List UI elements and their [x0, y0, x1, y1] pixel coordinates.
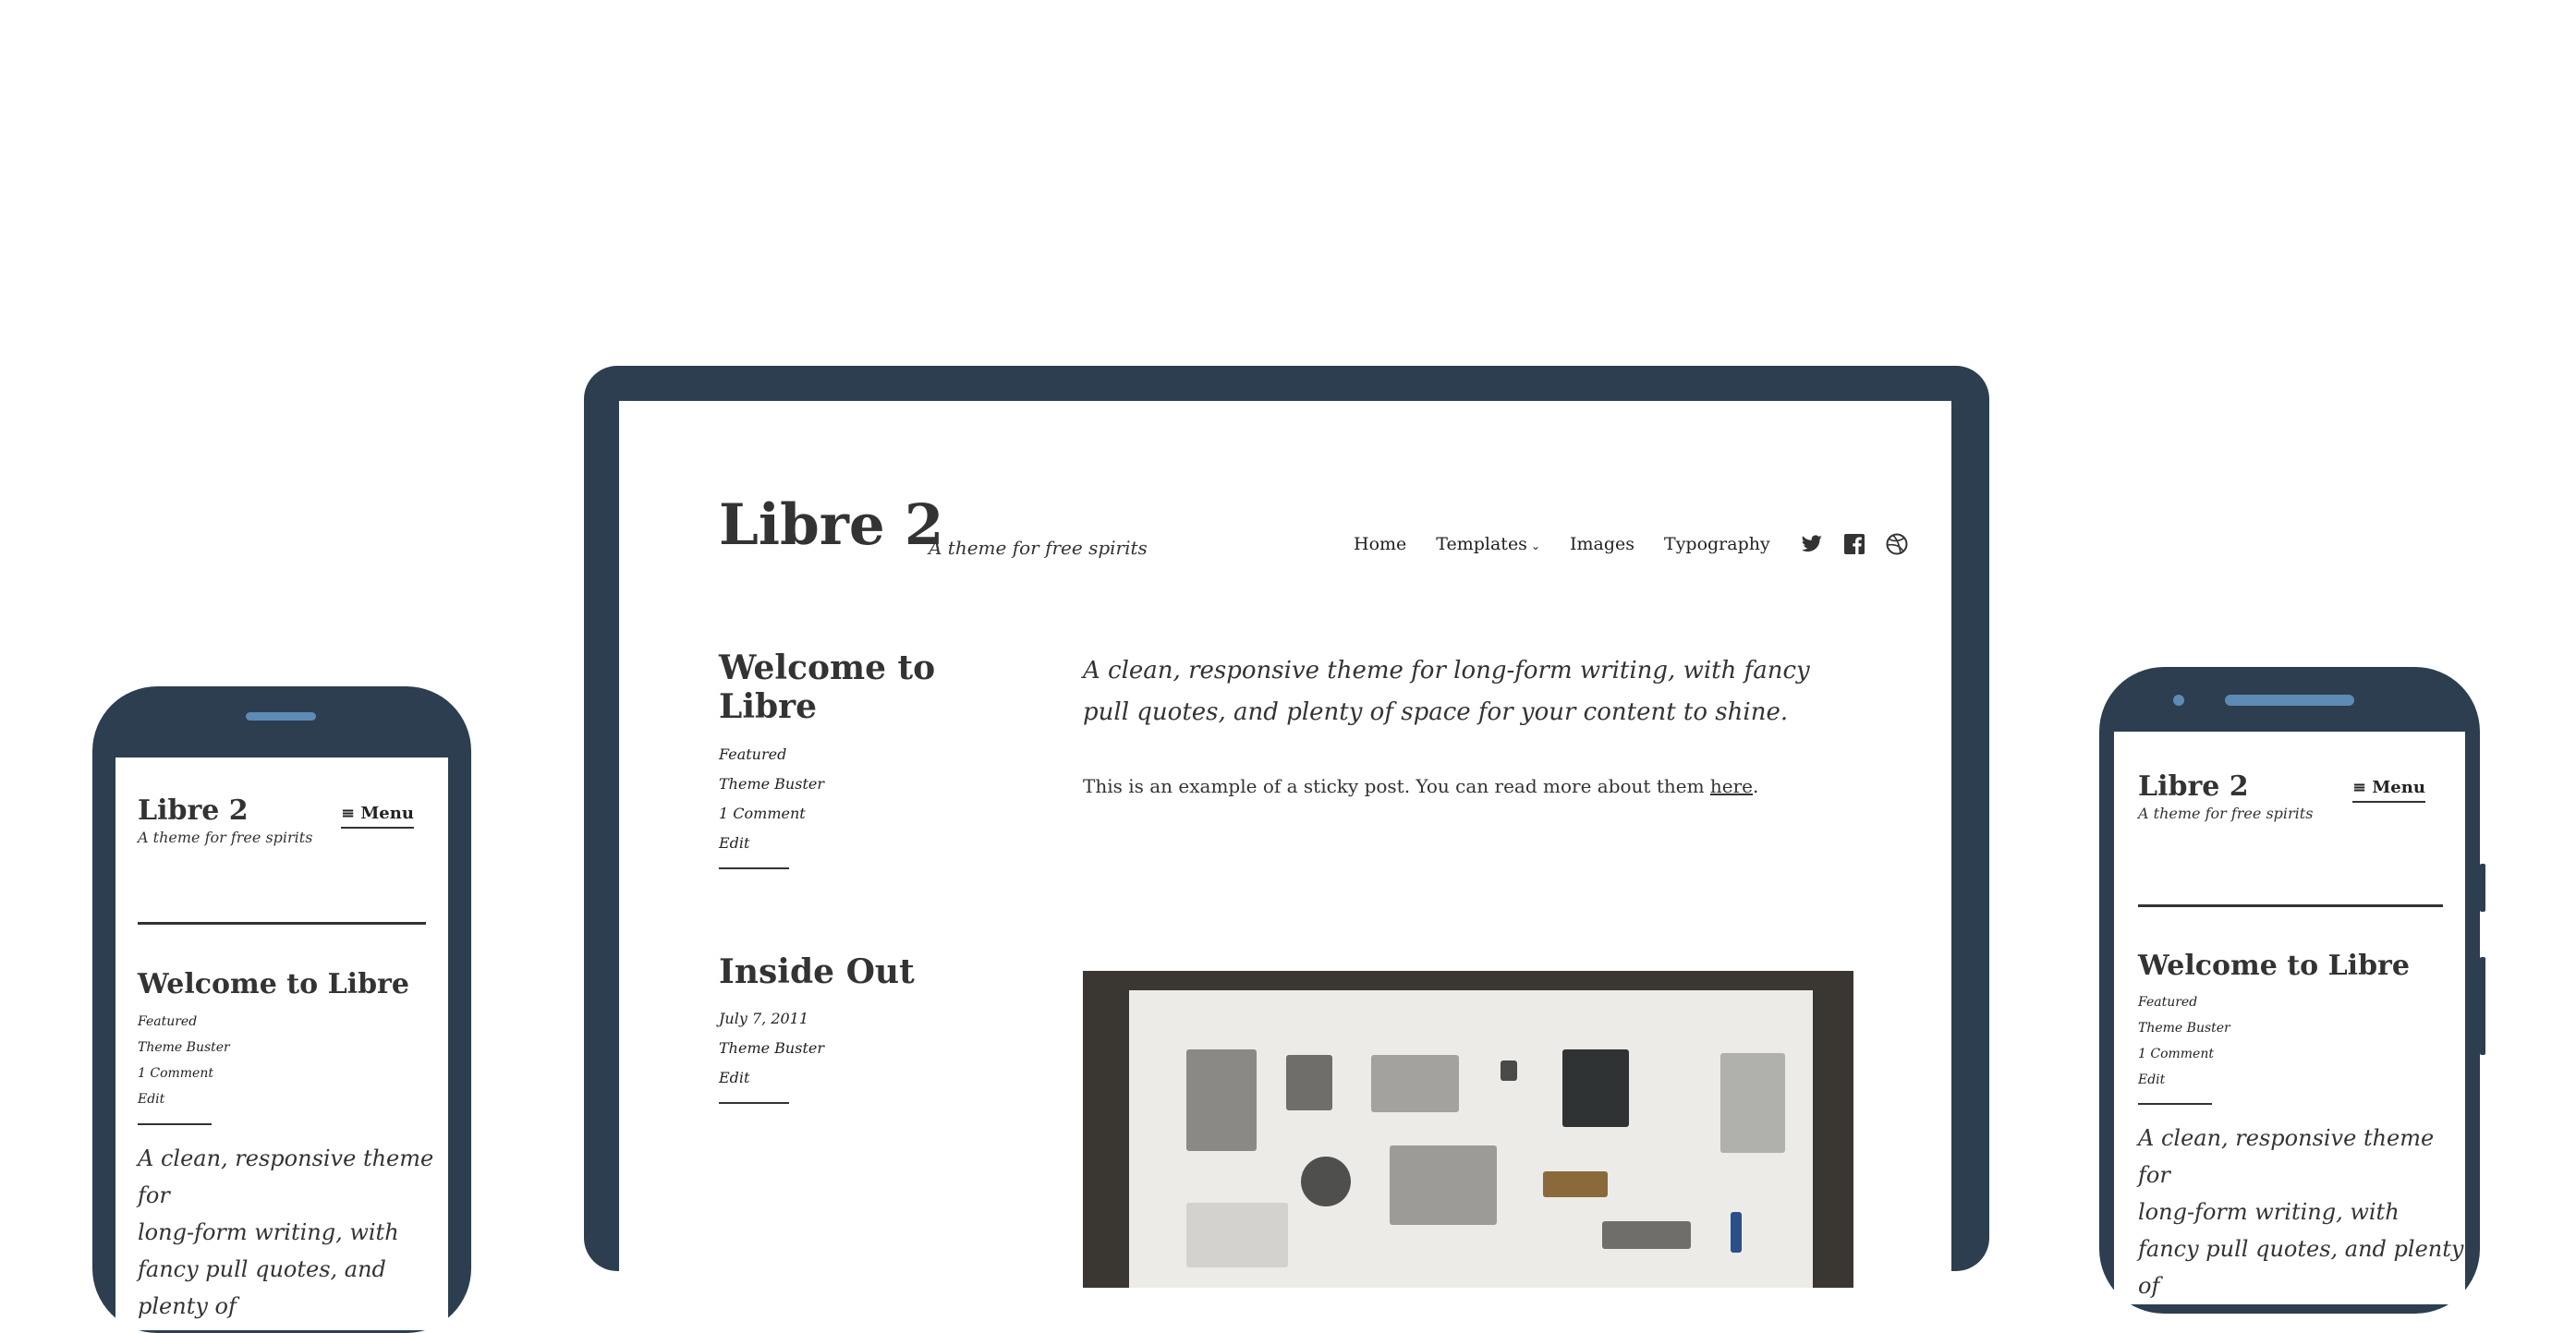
image-background [1129, 990, 1813, 1288]
post-body-end: . [1753, 775, 1759, 797]
post-meta [719, 740, 959, 858]
post-meta [2138, 989, 2230, 1093]
camera-dot [2173, 695, 2184, 706]
power-button [2480, 957, 2485, 1055]
meta-category[interactable]: Featured [2138, 995, 2198, 1010]
dribbble-icon[interactable] [1885, 532, 1909, 556]
post-inside-out [719, 952, 959, 1104]
pull-quote-line: fancy pull quotes, and plenty of [138, 1256, 386, 1319]
nav-images[interactable]: Images [1570, 534, 1635, 554]
meta-edit[interactable]: Edit [2138, 1072, 2166, 1087]
pull-quote-line: long-form writing, with [138, 1219, 399, 1245]
image-part [1562, 1049, 1629, 1127]
nav-templates[interactable] [1436, 534, 1540, 554]
post-meta [138, 1009, 230, 1112]
phone-left-frame [92, 686, 471, 1333]
site-title[interactable]: Libre 2 [138, 794, 249, 827]
divider [719, 1102, 789, 1104]
nav-templates-label: Templates [1436, 534, 1527, 554]
main-nav [1354, 532, 1927, 556]
site-tagline: A theme for free spirits [2138, 805, 2314, 822]
menu-button[interactable]: ≡ Menu [2352, 778, 2425, 803]
image-part [1371, 1055, 1459, 1112]
image-part [1501, 1060, 1517, 1081]
image-part [1602, 1221, 1691, 1249]
image-part [1731, 1212, 1742, 1253]
volume-up-button [2480, 864, 2485, 912]
image-part [1301, 1157, 1351, 1206]
speaker-grille [246, 712, 316, 721]
image-part [1720, 1053, 1785, 1153]
phone-left-screen [115, 757, 448, 1330]
pull-quote [138, 1140, 448, 1325]
meta-comments[interactable]: 1 Comment [138, 1066, 213, 1081]
phone-header [2138, 770, 2313, 822]
nav-typography[interactable]: Typography [1664, 534, 1770, 554]
divider [2138, 1103, 2212, 1105]
meta-date[interactable]: July 7, 2011 [719, 1010, 809, 1028]
meta-author[interactable]: Theme Buster [138, 1040, 230, 1055]
pull-quote-line: long-form writing, with [2138, 1199, 2400, 1225]
phone-header [138, 794, 312, 846]
pull-quote [2138, 1120, 2465, 1304]
divider [719, 867, 789, 869]
site-tagline: A theme for free spirits [138, 829, 313, 846]
speaker-grille [2225, 695, 2354, 706]
post-title[interactable]: Welcome to Libre [719, 648, 936, 727]
meta-comments[interactable]: 1 Comment [2138, 1047, 2214, 1061]
site-tagline: A theme for free spirits [929, 537, 1148, 559]
twitter-icon[interactable] [1800, 532, 1824, 556]
post-welcome [719, 648, 959, 869]
meta-comments[interactable]: 1 Comment [719, 804, 806, 822]
meta-author[interactable]: Theme Buster [719, 774, 824, 793]
image-part [1186, 1049, 1257, 1151]
post-title[interactable]: Inside Out [719, 952, 915, 991]
post-title[interactable]: Welcome to Libre [2138, 950, 2410, 982]
image-part [1286, 1055, 1332, 1110]
post-body-link[interactable]: here [1709, 775, 1754, 797]
menu-button[interactable]: ≡ Menu [341, 804, 414, 829]
tablet-device-frame [584, 366, 1989, 1271]
chevron-down-icon: ⌄ [1530, 539, 1540, 552]
post-title[interactable]: Welcome to Libre [138, 968, 409, 1000]
image-part [1390, 1145, 1497, 1225]
post-body [1083, 775, 1758, 797]
meta-author[interactable]: Theme Buster [2138, 1021, 2230, 1036]
pull-quote-line: A clean, responsive theme for [138, 1145, 434, 1208]
image-part [1543, 1171, 1608, 1197]
post-meta [719, 1004, 959, 1093]
meta-category[interactable]: Featured [138, 1014, 198, 1029]
divider [138, 922, 426, 925]
phone-right-frame [2099, 667, 2480, 1314]
meta-edit[interactable]: Edit [719, 833, 750, 852]
featured-image[interactable] [1083, 971, 1853, 1288]
tablet-screen [619, 401, 1951, 1288]
meta-author[interactable]: Theme Buster [719, 1039, 824, 1058]
pull-quote-line: fancy pull quotes, and plenty of [2138, 1236, 2464, 1299]
site-title[interactable]: Libre 2 [2138, 770, 2249, 803]
image-part [1186, 1203, 1288, 1267]
site-title[interactable]: Libre 2 [719, 492, 944, 558]
nav-home[interactable]: Home [1354, 534, 1407, 554]
phone-right-screen [2114, 732, 2465, 1304]
meta-edit[interactable]: Edit [138, 1092, 165, 1107]
post-body-text: This is an example of a sticky post. You can read more about them [1083, 775, 1710, 797]
facebook-icon[interactable] [1842, 532, 1866, 556]
divider [2138, 904, 2443, 907]
pull-quote: A clean, responsive theme for long-form writing, with fancy pull quotes, and plenty of space for your content to shine. [1083, 657, 1810, 726]
meta-category[interactable]: Featured [719, 745, 787, 763]
divider [138, 1123, 212, 1125]
meta-edit[interactable]: Edit [719, 1069, 750, 1087]
pull-quote-line: A clean, responsive theme for [2138, 1125, 2435, 1188]
